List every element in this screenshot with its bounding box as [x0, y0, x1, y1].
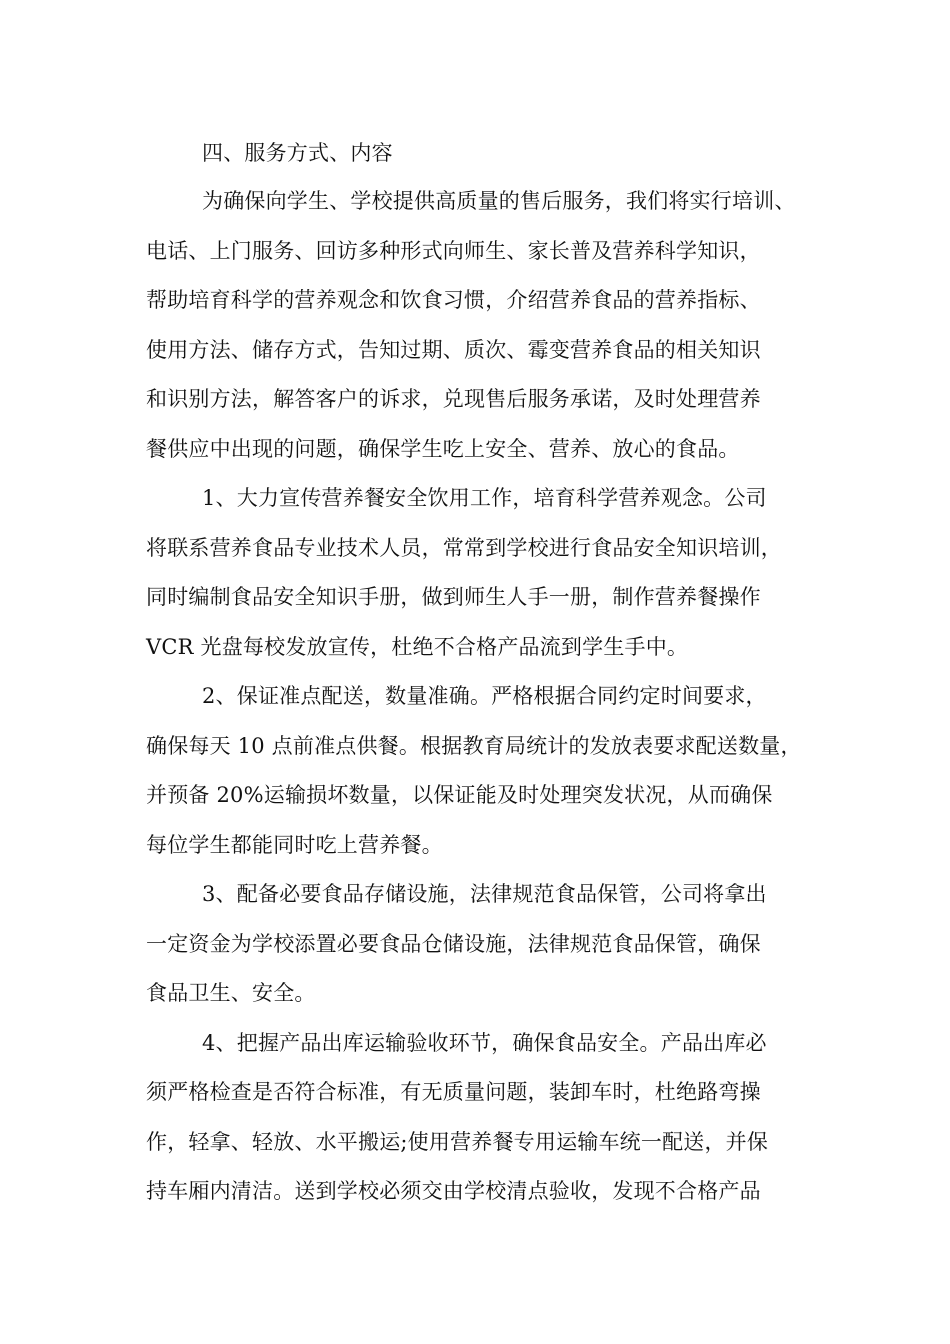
paragraph-line: 使用方法、储存方式，告知过期、质次、霉变营养食品的相关知识 [146, 337, 761, 362]
paragraph-line: 3、配备必要食品存储设施，法律规范食品保管，公司将拿出 [202, 882, 767, 906]
paragraph-line: 并预备 20%运输损坏数量，以保证能及时处理突发状况，从而确保 [146, 783, 773, 807]
paragraph-line: 为确保向学生、学校提供高质量的售后服务，我们将实行培训、 [202, 189, 796, 213]
document-body [146, 129, 818, 1217]
paragraph-intro [146, 177, 818, 474]
paragraph-line: 食品卫生、安全。 [146, 981, 316, 1005]
paragraph-line: 电话、上门服务、回访多种形式向师生、家长普及营养科学知识， [146, 238, 761, 263]
paragraph-line: 一定资金为学校添置必要食品仓储设施，法律规范食品保管，确保 [146, 931, 761, 956]
paragraph-line: 1、大力宣传营养餐安全饮用工作，培育科学营养观念。公司 [202, 486, 767, 510]
paragraph-item-3 [146, 870, 818, 1019]
paragraph-line: 确保每天 10 点前准点供餐。根据教育局统计的发放表要求配送数量， [146, 733, 802, 758]
section-heading: 四、服务方式、内容 [202, 141, 393, 165]
paragraph-line: VCR 光盘每校发放宣传，杜绝不合格产品流到学生手中。 [146, 634, 689, 659]
paragraph-item-2 [146, 672, 818, 870]
paragraph-item-4 [146, 1019, 818, 1217]
paragraph-line: 作，轻拿、轻放、水平搬运;使用营养餐专用运输车统一配送，并保 [146, 1129, 769, 1154]
paragraph-line: 将联系营养食品专业技术人员，常常到学校进行食品安全知识培训， [146, 535, 782, 560]
paragraph-line: 持车厢内清洁。送到学校必须交由学校清点验收，发现不合格产品 [146, 1179, 761, 1203]
paragraph-line: 和识别方法，解答客户的诉求，兑现售后服务承诺，及时处理营养 [146, 387, 761, 411]
paragraph-line: 帮助培育科学的营养观念和饮食习惯，介绍营养食品的营养指标、 [146, 288, 761, 312]
paragraph-line: 4、把握产品出库运输验收环节，确保食品安全。产品出库必 [202, 1030, 767, 1055]
paragraph-line: 同时编制食品安全知识手册，做到师生人手一册，制作营养餐操作 [146, 585, 761, 609]
paragraph-line: 须严格检查是否符合标准，有无质量问题，装卸车时，杜绝路弯操 [146, 1080, 761, 1104]
paragraph-line: 每位学生都能同时吃上营养餐。 [146, 832, 443, 857]
paragraph-item-1 [146, 474, 818, 672]
paragraph-line: 2、保证准点配送，数量准确。严格根据合同约定时间要求， [202, 684, 767, 708]
paragraph-line: 餐供应中出现的问题，确保学生吃上安全、营养、放心的食品。 [146, 436, 740, 461]
